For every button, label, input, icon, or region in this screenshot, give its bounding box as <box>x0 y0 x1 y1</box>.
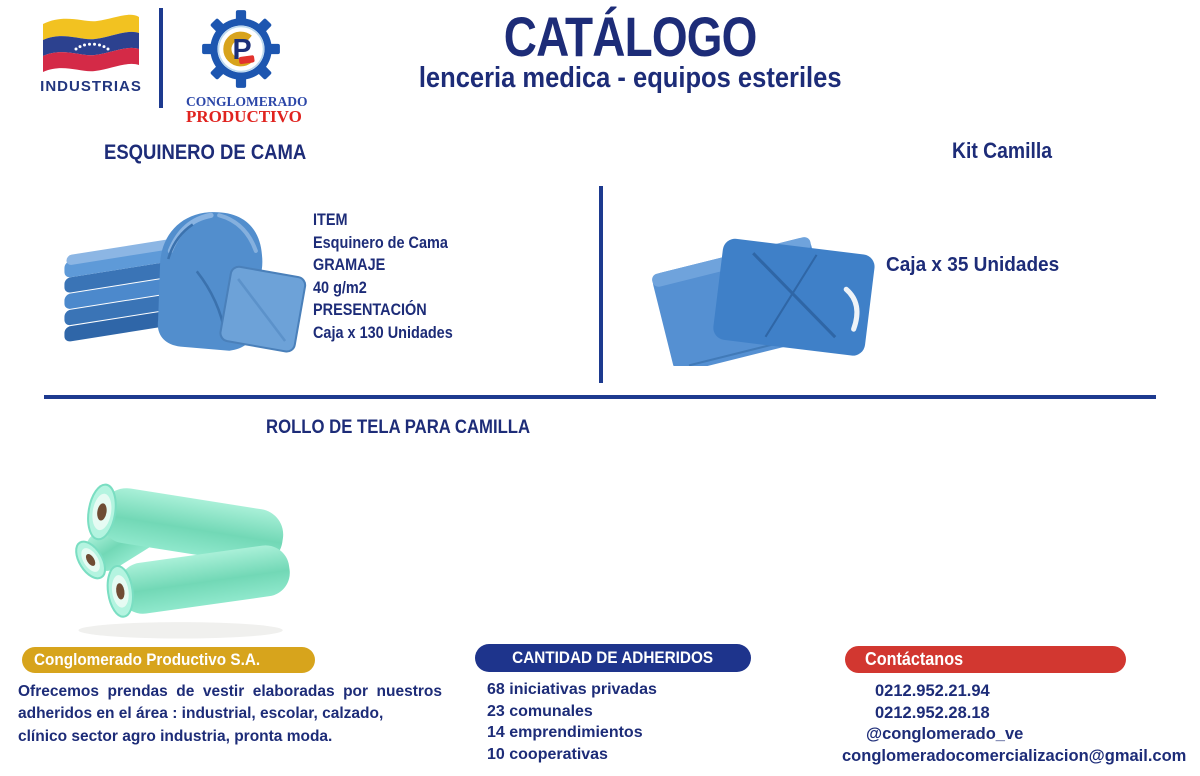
contact-phone: 0212.952.28.18 <box>875 703 990 722</box>
spec-line: 40 g/m2 <box>313 277 367 297</box>
spec-line: PRESENTACIÓN <box>313 300 427 320</box>
kit-camilla-heading: Kit Camilla <box>952 138 1053 163</box>
adheridos-item: 10 cooperativas <box>487 745 608 763</box>
page-subtitle: lenceria medica - equipos esteriles <box>418 62 842 94</box>
contact-list <box>842 681 1186 767</box>
contact-email: conglomeradocomercializacion@gmail.com <box>842 746 1187 765</box>
rollo-heading: ROLLO DE TELA PARA CAMILLA <box>266 417 531 438</box>
spec-line: ITEM <box>313 210 348 229</box>
svg-text:P: P <box>232 34 252 67</box>
company-description-line: adheridos en el área : industrial, escolar, calzado, <box>18 705 384 723</box>
spec-line: GRAMAJE <box>313 255 386 275</box>
rollo-product-image <box>58 448 293 648</box>
column-divider <box>599 186 603 383</box>
adheridos-banner: CANTIDAD DE ADHERIDOS <box>475 644 751 672</box>
adheridos-list <box>487 679 657 765</box>
logo-text-productivo: PRODUCTIVO <box>186 107 302 126</box>
esquinero-product-image <box>50 198 310 371</box>
company-banner: Conglomerado Productivo S.A. <box>22 647 315 673</box>
adheridos-item: 14 emprendimientos <box>487 724 643 742</box>
contact-phone: 0212.952.21.94 <box>875 682 990 700</box>
spec-line: Caja x 130 Unidades <box>313 322 453 342</box>
adheridos-item: 68 iniciativas privadas <box>487 681 657 698</box>
esquinero-spec-list <box>313 209 477 345</box>
company-description-line: clínico sector agro industria, pronta moda. <box>18 727 333 745</box>
header-title-block <box>370 5 890 94</box>
page-title: CATÁLOGO <box>503 5 757 68</box>
contact-banner: Contáctanos <box>845 646 1126 673</box>
company-description <box>18 681 442 748</box>
adheridos-item: 23 comunales <box>487 702 593 720</box>
section-divider <box>44 395 1156 399</box>
conglomerado-gear-icon <box>198 8 284 90</box>
conglomerado-logo <box>186 8 308 126</box>
company-description-line: Ofrecemos prendas de vestir elaboradas por nuestros <box>18 683 442 700</box>
header-divider <box>159 8 163 108</box>
kit-camilla-product-image <box>645 198 880 371</box>
venezuela-flag-icon <box>38 10 145 72</box>
venezuela-flag-logo <box>38 10 145 77</box>
logo-text-conglomerado: CONGLOMERADO <box>186 94 308 109</box>
spec-line: Esquinero de Cama <box>313 232 448 252</box>
industrias-label: INDUSTRIAS <box>40 78 142 95</box>
contact-social-handle: @conglomerado_ve <box>866 725 1024 743</box>
esquinero-heading: ESQUINERO DE CAMA <box>104 141 307 164</box>
kit-camilla-presentation: Caja x 35 Unidades <box>886 254 1060 276</box>
